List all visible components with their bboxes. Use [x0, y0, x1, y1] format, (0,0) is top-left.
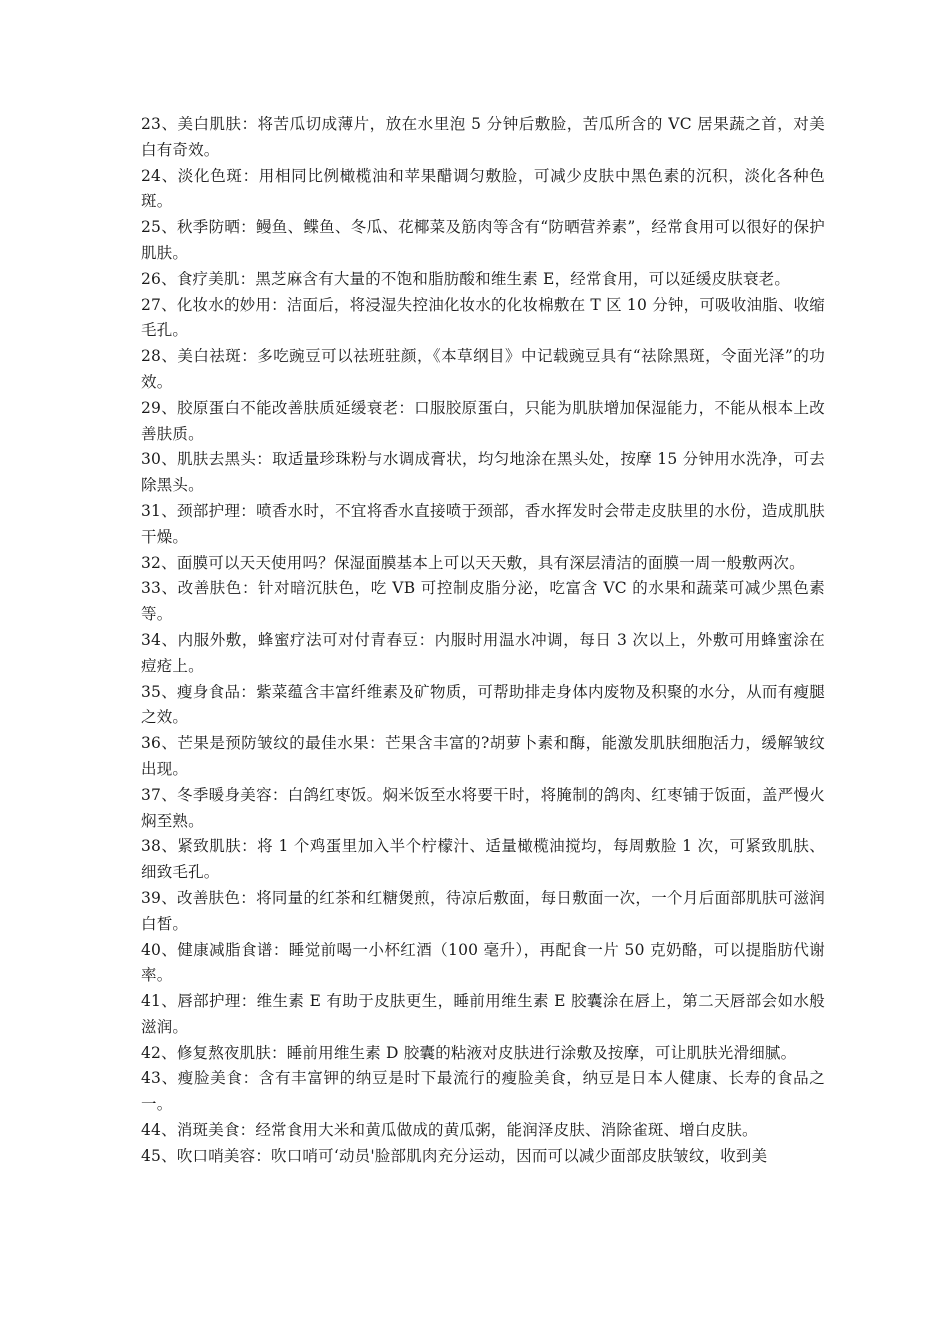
tip-paragraph-43: 43、瘦脸美食：含有丰富钾的纳豆是时下最流行的瘦脸美食，纳豆是日本人健康、长寿的食品之一。	[141, 1069, 825, 1114]
tip-paragraph-44: 44、消斑美食：经常食用大米和黄瓜做成的黄瓜粥，能润泽皮肤、消除雀斑、增白皮肤。	[141, 1121, 758, 1140]
tip-paragraph-30: 30、肌肤去黑头：取适量珍珠粉与水调成膏状，均匀地涂在黑头处，按摩 15 分钟用水洗净，可去除黑头。	[141, 450, 825, 495]
tip-paragraph-37: 37、冬季暖身美容：白鸽红枣饭。焖米饭至水将要干时，将腌制的鸽肉、红枣铺于饭面，盖严慢火焖至熟。	[141, 785, 825, 830]
tip-paragraph-38: 38、紧致肌肤：将 1 个鸡蛋里加入半个柠檬汁、适量橄榄油搅均，每周敷脸 1 次，可紧致肌肤、细致毛孔。	[141, 837, 825, 882]
tip-paragraph-24: 24、淡化色斑：用相同比例橄榄油和苹果醋调匀敷脸，可减少皮肤中黑色素的沉积，淡化各种色斑。	[141, 166, 825, 211]
tip-paragraph-40: 40、健康减脂食谱：睡觉前喝一小杯红酒（100 毫升），再配食一片 50 克奶酪，可以提脂肪代谢率。	[141, 940, 825, 985]
tip-paragraph-25: 25、秋季防晒：鳗鱼、鲽鱼、冬瓜、花椰菜及筋肉等含有“防晒营养素”，经常食用可以很好的保护肌肤。	[141, 218, 825, 262]
tip-paragraph-35: 35、瘦身食品：紫菜蕴含丰富纤维素及矿物质，可帮助排走身体内废物及积聚的水分，从而有瘦腿之效。	[141, 682, 825, 727]
document-body	[141, 112, 825, 1170]
tip-paragraph-39: 39、改善肤色：将同量的红茶和红糖煲煎，待凉后敷面，每日敷面一次，一个月后面部肌肤可滋润白皙。	[141, 888, 825, 933]
tip-paragraph-34: 34、内服外敷，蜂蜜疗法可对付青春豆：内服时用温水冲调，每日 3 次以上，外敷可用蜂蜜涂在痘疮上。	[141, 630, 825, 675]
tip-paragraph-41: 41、唇部护理：维生素 E 有助于皮肤更生，睡前用维生素 E 胶囊涂在唇上，第二天唇部会如水般滋润。	[141, 992, 825, 1036]
tip-paragraph-28: 28、美白祛斑：多吃豌豆可以祛班驻颜，《本草纲目》中记载豌豆具有“祛除黑斑，令面光泽”的功效。	[141, 347, 825, 391]
tip-paragraph-42: 42、修复熬夜肌肤：睡前用维生素 D 胶囊的粘液对皮肤进行涂敷及按摩，可让肌肤光滑细腻。	[141, 1043, 797, 1062]
tip-paragraph-45: 45、吹口哨美容：吹口哨可‘动员'脸部肌肉充分运动，因而可以减少面部皮肤皱纹，收到美	[141, 1146, 768, 1165]
tip-paragraph-29: 29、胶原蛋白不能改善肤质延缓衰老：口服胶原蛋白，只能为肌肤增加保湿能力，不能从根本上改善肤质。	[141, 398, 825, 443]
tip-paragraph-26: 26、食疗美肌：黑芝麻含有大量的不饱和脂肪酸和维生素 E，经常食用，可以延缓皮肤衰老。	[141, 269, 791, 288]
tip-paragraph-23: 23、美白肌肤：将苦瓜切成薄片，放在水里泡 5 分钟后敷脸，苦瓜所含的 VC 居果蔬之首，对美白有奇效。	[141, 115, 825, 159]
tip-paragraph-27: 27、化妆水的妙用：洁面后，将浸湿失控油化妆水的化妆棉敷在 T 区 10 分钟，可吸收油脂、收缩毛孔。	[141, 295, 825, 340]
tip-paragraph-31: 31、颈部护理：喷香水时，不宜将香水直接喷于颈部，香水挥发时会带走皮肤里的水份，造成肌肤干燥。	[141, 501, 825, 546]
tip-paragraph-32: 32、面膜可以天天使用吗？保湿面膜基本上可以天天敷，具有深层清洁的面膜一周一般敷两次。	[141, 553, 805, 572]
tip-paragraph-33: 33、改善肤色：针对暗沉肤色，吃 VB 可控制皮脂分泌，吃富含 VC 的水果和蔬菜可减少黑色素等。	[141, 579, 825, 624]
tip-paragraph-36: 36、芒果是预防皱纹的最佳水果：芒果含丰富的?胡萝卜素和酶，能激发肌肤细胞活力，缓解皱纹出现。	[141, 734, 825, 778]
